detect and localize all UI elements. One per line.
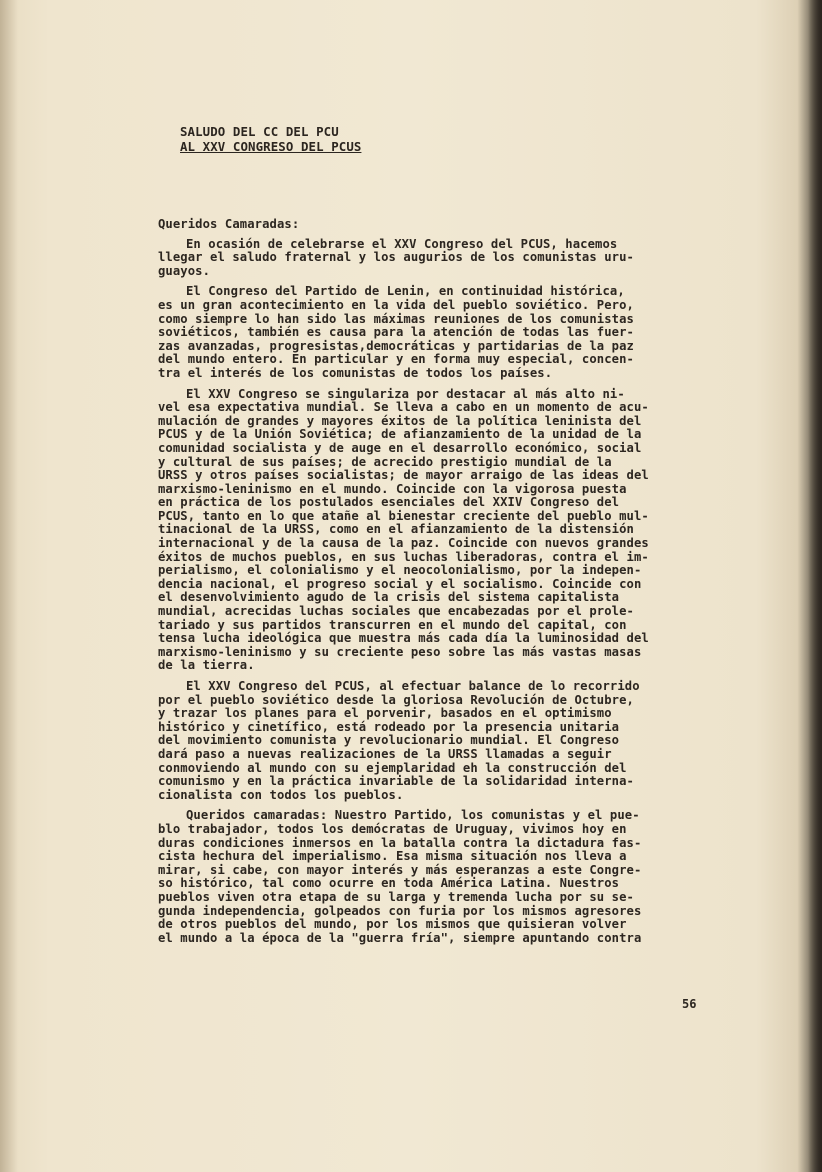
paragraph-line: soviéticos, también es causa para la atención de todas las fuer- [158,325,634,340]
paragraph-line: vel esa expectativa mundial. Se lleva a cabo en un momento de acu- [158,400,649,415]
paragraphs [158,238,724,946]
paragraph-line: el mundo a la época de la "guerra fría", siempre apuntando contra [158,930,642,945]
paragraph-line: URSS y otros países socialistas; de mayor arraigo de las ideas del [158,468,649,483]
paragraph-line: tariado y sus partidos transcurren en el mundo del capital, con [158,617,627,632]
paragraph-line: histórico y cinetífico, está rodeado por la presencia unitaria [158,719,620,734]
paragraph [158,680,724,802]
paragraph-line: so histórico, tal como ocurre en toda América Latina. Nuestros [158,876,620,891]
page-number: 56 [682,997,697,1011]
title-line-1: SALUDO DEL CC DEL PCU [180,124,339,139]
paragraph-line: pueblos viven otra etapa de su larga y tremenda lucha por su se- [158,889,634,904]
paragraph-line: PCUS, tanto en lo que atañe al bienestar creciente del pueblo mul- [158,508,649,523]
paragraph-line: blo trabajador, todos los demócratas de Uruguay, vivimos hoy en [158,821,627,836]
paragraph-line: El XXV Congreso se singulariza por destacar al más alto ni- [186,386,625,401]
paragraph-line: mirar, si cabe, con mayor interés y más esperanzas a este Congre- [158,862,642,877]
paragraph-line: El XXV Congreso del PCUS, al efectuar balance de lo recorrido [186,679,640,693]
paragraph-line: de la tierra. [158,658,255,673]
page-spine-shadow [0,0,18,1172]
paragraph-line: Queridos camaradas: Nuestro Partido, los comunistas y el pue- [186,808,640,823]
paragraph-line: marxismo-leninismo en el mundo. Coincide con la vigorosa puesta [158,481,627,496]
paragraph-line: del movimiento comunista y revolucionario mundial. El Congreso [158,733,620,748]
paragraph-line: y trazar los planes para el porvenir, basados en el optimismo [158,706,612,721]
paragraph-line: mundial, acrecidas luchas sociales que encabezadas por el prole- [158,604,634,619]
paragraph-line: conmoviendo al mundo con su ejemplaridad eh la construcción del [158,760,627,775]
paragraph-line: del mundo entero. En particular y en forma muy especial, concen- [158,352,634,367]
paragraph-line: guayos. [158,263,211,278]
paragraph-line: internacional y de la causa de la paz. Coincide con nuevos grandes [158,536,649,551]
paragraph-line: cionalista con todos los pueblos. [158,787,404,802]
paragraph-line: mulación de grandes y mayores éxitos de la política leninista del [158,413,642,428]
paragraph-line: llegar el saludo fraternal y los augurios de los comunistas uru- [158,250,634,265]
paragraph-line: PCUS y de la Unión Soviética; de afianzamiento de la unidad de la [158,427,642,442]
paragraph-line: zas avanzadas, progresistas,democráticas y partidarias de la paz [158,338,634,353]
paragraph-line: gunda independencia, golpeados con furia por los mismos agresores [158,903,642,918]
salutation: Queridos Camaradas: [158,217,300,231]
title-line-2: AL XXV CONGRESO DEL PCUS [180,139,362,154]
paragraph-line: perialismo, el colonialismo y el neocolonialismo, por la indepen- [158,563,642,578]
paragraph [158,238,724,279]
paragraph-line: cista hechura del imperialismo. Esa misma situación nos lleva a [158,849,627,864]
paragraph-line: tra el interés de los comunistas de todos los países. [158,365,553,380]
paragraph-line: dará paso a nuevas realizaciones de la URSS llamadas a seguir [158,746,612,761]
paragraph-line: de otros pueblos del mundo, por los mismos que quisieran volver [158,917,627,932]
paragraph-line: tinacional de la URSS, como en el afianzamiento de la distensión [158,522,634,537]
paragraph [158,285,724,380]
paragraph-line: dencia nacional, el progreso social y el socialismo. Coincide con [158,576,642,591]
paragraph-line: el desenvolvimiento agudo de la crisis del sistema capitalista [158,590,620,605]
paragraph-line: como siempre lo han sido las máximas reuniones de los comunistas [158,311,634,326]
paragraph-line: comunismo y en la práctica invariable de la solidaridad interna- [158,774,634,789]
paragraph-line: por el pueblo soviético desde la gloriosa Revolución de Octubre, [158,692,634,707]
paragraph-line: y cultural de sus países; de acrecido prestigio mundial de la [158,454,612,469]
paragraph-line: marxismo-leninismo y su creciente peso sobre las más vastas masas [158,644,642,659]
paragraph-line: En ocasión de celebrarse el XXV Congreso del PCUS, hacemos [186,236,618,251]
paragraph [158,388,724,673]
paragraph-line: tensa lucha ideológica que muestra más cada día la luminosidad del [158,631,649,646]
letter-body [158,218,724,952]
paragraph-line: en práctica de los postulados esenciales del XXIV Congreso del [158,495,620,510]
page-right-edge [808,0,822,1172]
paragraph-line: éxitos de muchos pueblos, en sus luchas liberadoras, contra el im- [158,549,649,564]
paragraph-line: es un gran acontecimiento en la vida del pueblo soviético. Pero, [158,297,634,312]
paragraph [158,809,724,945]
paragraph-line: duras condiciones inmersos en la batalla contra la dictadura fas- [158,835,642,850]
paragraph-line: El Congreso del Partido de Lenin, en continuidad histórica, [186,284,625,299]
document-title [180,124,361,154]
paragraph-line: comunidad socialista y de auge en el desarrollo económico, social [158,440,642,455]
